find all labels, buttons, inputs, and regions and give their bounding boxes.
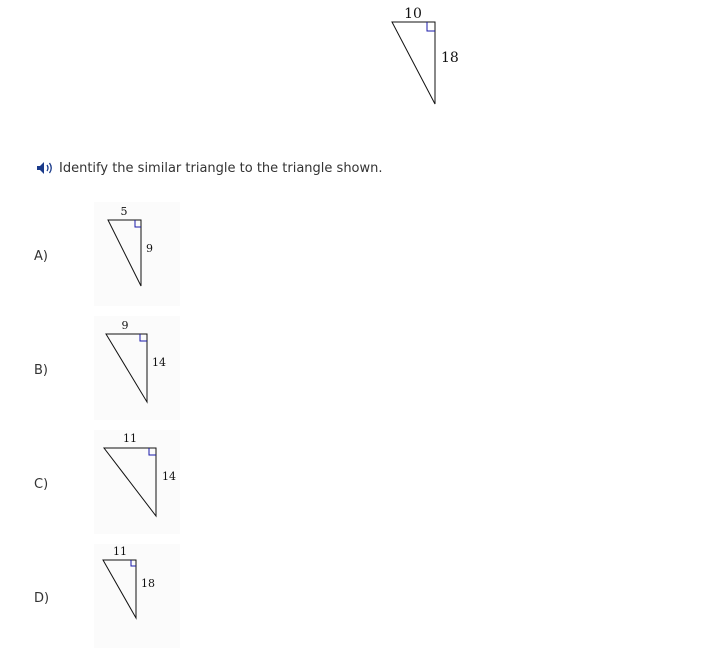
- given-triangle-shape: [392, 22, 435, 104]
- choice-d-top-side: 11: [113, 545, 127, 558]
- choice-b[interactable]: [0, 314, 701, 419]
- choice-c-top-side: 11: [123, 432, 137, 445]
- choice-d-figure: [94, 544, 180, 648]
- question-prompt: [36, 160, 383, 176]
- speaker-icon[interactable]: [36, 160, 56, 176]
- choice-d-label: D): [34, 591, 50, 606]
- choice-d[interactable]: [0, 542, 701, 647]
- right-angle-marker: [140, 334, 147, 341]
- given-top-side-label: 10: [404, 6, 422, 22]
- choice-c[interactable]: [0, 428, 701, 533]
- right-angle-marker: [427, 22, 435, 31]
- question-text: Identify the similar triangle to the triangle shown.: [59, 160, 383, 176]
- choice-a-right-side: 9: [146, 242, 153, 255]
- choice-b-top-side: 9: [121, 319, 129, 332]
- choice-c-figure: [94, 430, 180, 534]
- choice-a-figure: [94, 202, 180, 306]
- choice-b-label: B): [34, 363, 48, 378]
- choice-b-triangle: [106, 334, 147, 402]
- right-angle-marker: [131, 560, 136, 566]
- choice-d-triangle: [103, 560, 136, 618]
- choice-c-label: C): [34, 477, 49, 492]
- right-angle-marker: [149, 448, 156, 455]
- choice-a[interactable]: [0, 200, 701, 305]
- given-right-side-label: 18: [441, 50, 459, 66]
- choice-c-right-side: 14: [162, 470, 176, 483]
- choice-a-top-side: 5: [120, 205, 128, 218]
- right-angle-marker: [135, 220, 141, 227]
- choice-c-triangle: [104, 448, 156, 516]
- choice-b-figure: [94, 316, 180, 420]
- choice-d-right-side: 18: [141, 577, 155, 590]
- choice-a-triangle: [108, 220, 141, 286]
- choice-a-label: A): [34, 249, 48, 264]
- choice-b-right-side: 14: [152, 356, 166, 369]
- given-triangle-figure: [380, 0, 470, 110]
